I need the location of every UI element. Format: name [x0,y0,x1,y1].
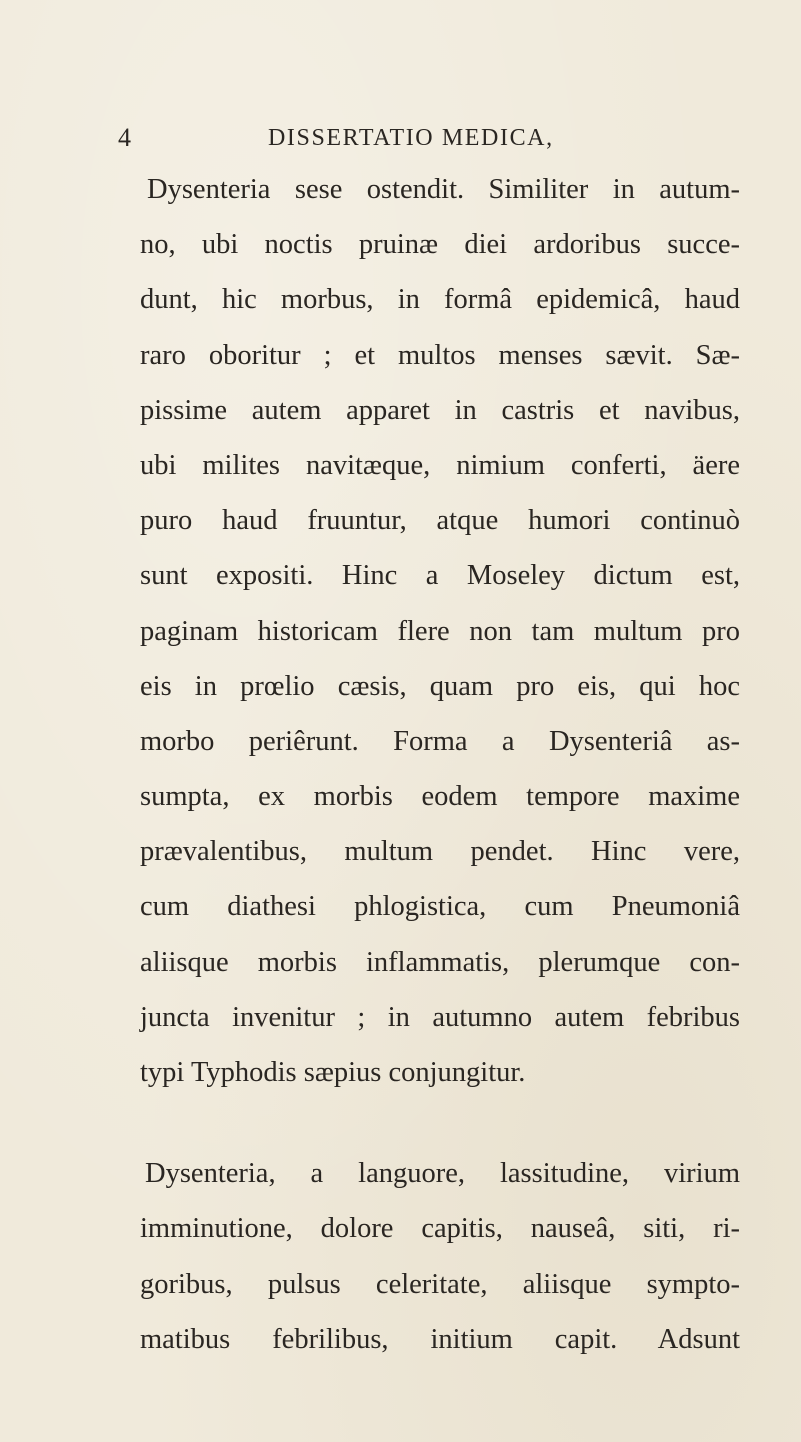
text-line: no, ubi noctis pruinæ diei ardoribus succe- [140,229,740,261]
text-line: juncta invenitur ; in autumno autem febribus [140,1001,740,1033]
text-line: dunt, hic morbus, in formâ epidemicâ, haud [140,284,740,316]
text-line: Dysenteria sese ostendit. Similiter in autum- [147,174,740,205]
text-line: goribus, pulsus celeritate, aliisque sympto- [140,1268,740,1300]
text-line: prævalentibus, multum pendet. Hinc vere, [140,836,740,868]
paragraph-2 [140,1146,740,1367]
text-line: eis in prœlio cæsis, quam pro eis, qui hoc [140,670,740,702]
running-title: DISSERTATIO MEDICA, [268,125,554,151]
page-number: 4 [118,123,131,152]
text-line: paginam historicam flere non tam multum pro [140,615,740,647]
text-line: ubi milites navitæque, nimium conferti, äere [140,449,740,481]
paragraph-1 [140,162,740,1100]
text-line: sunt expositi. Hinc a Moseley dictum est, [140,560,740,592]
text-line: Dysenteria, a languore, lassitudine, virium [145,1158,740,1190]
text-line: raro oboritur ; et multos menses sævit. Sæ- [140,339,740,371]
running-head [0,118,801,158]
body-text [140,162,740,1367]
text-line: typi Typhodis sæpius conjungitur. [140,1057,526,1088]
text-line: morbo periêrunt. Forma a Dysenteriâ as- [140,725,740,757]
text-line: sumpta, ex morbis eodem tempore maxime [140,781,740,813]
paragraph-gap [140,1100,740,1146]
text-line: puro haud fruuntur, atque humori continuò [140,505,740,537]
text-line: cum diathesi phlogistica, cum Pneumoniâ [140,891,740,923]
text-line: pissime autem apparet in castris et navibus, [140,394,740,426]
text-line: matibus febrilibus, initium capit. Adsunt [140,1323,740,1355]
text-line: aliisque morbis inflammatis, plerumque con- [140,946,740,978]
text-line: imminutione, dolore capitis, nauseâ, siti, ri- [140,1213,740,1245]
